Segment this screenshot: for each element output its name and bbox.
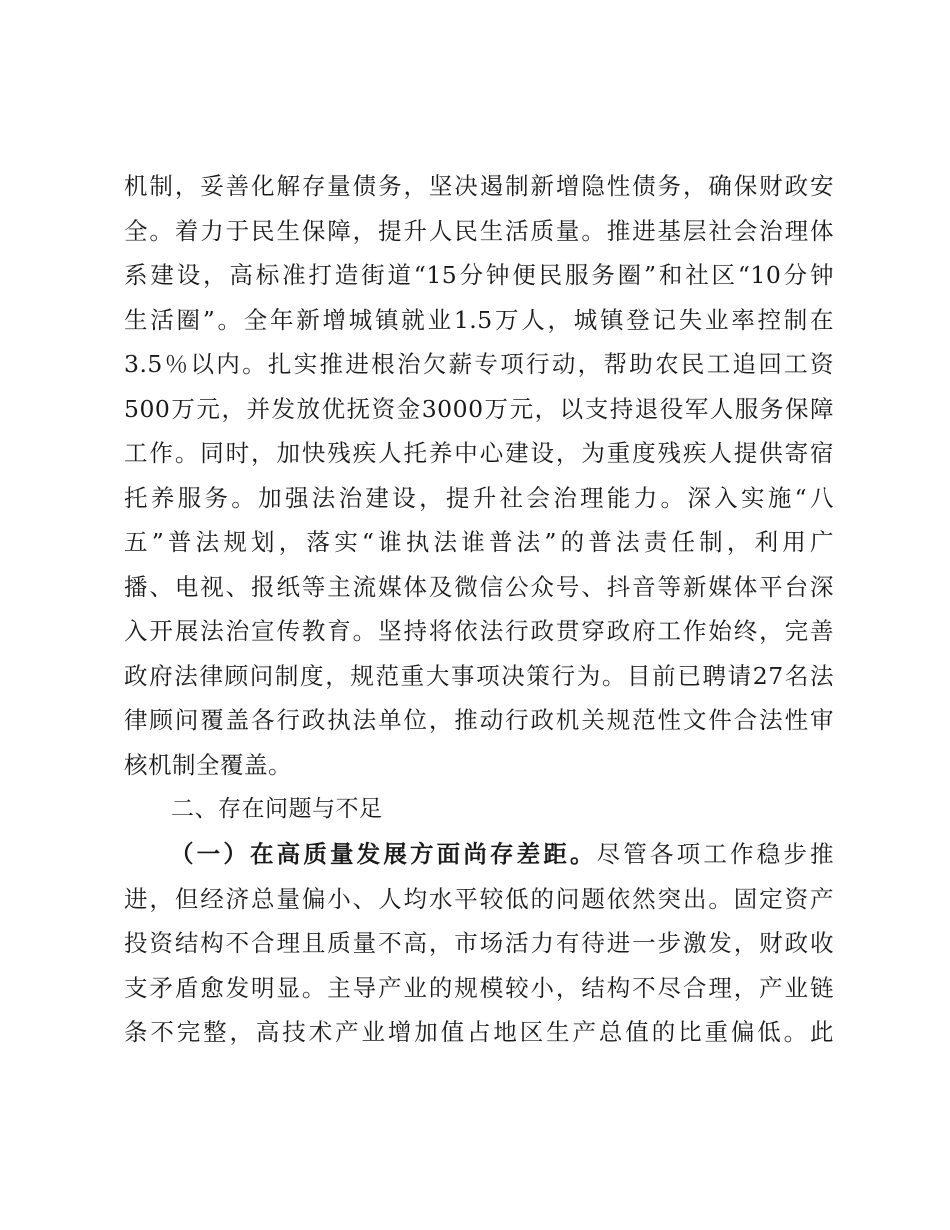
paragraph-line: 五”普法规划，落实“谁执法谁普法”的普法责任制，利用广	[124, 528, 834, 556]
paragraph-line: 入开展法治宣传教育。坚持将依法行政贯穿政府工作始终，完善	[124, 617, 834, 645]
paragraph-line: 投资结构不合理且质量不高，市场活力有待进一步激发，财政收	[124, 929, 834, 957]
paragraph-first-line	[124, 832, 834, 877]
paragraph-line: 生活圈”。全年新增城镇就业1.5万人，城镇登记失业率控制在	[124, 305, 834, 334]
paragraph-line: 政府法律顾问制度，规范重大事项决策行为。目前已聘请27名法	[124, 661, 834, 690]
paragraph-line: 核机制全覆盖。	[124, 750, 292, 779]
paragraph-line-rest: 尽管各项工作稳步推	[596, 840, 834, 868]
paragraph-line: 3.5％以内。扎实推进根治欠薪专项行动，帮助农民工追回工资	[124, 350, 834, 378]
paragraph-line: 全。着力于民生保障，提升人民生活质量。推进基层社会治理体	[124, 216, 834, 245]
subsection-lead: （一）在高质量发展方面尚存差距。	[170, 840, 597, 868]
paragraph-line: 播、电视、报纸等主流媒体及微信公众号、抖音等新媒体平台深	[124, 572, 834, 601]
paragraph-line: 支矛盾愈发明显。主导产业的规模较小，结构不尽合理，产业链	[124, 973, 834, 1002]
paragraph-line: 进，但经济总量偏小、人均水平较低的问题依然突出。固定资产	[124, 884, 834, 913]
paragraph-line: 条不完整，高技术产业增加值占地区生产总值的比重偏低。此	[124, 1018, 834, 1046]
section-heading: 二、存在问题与不足	[171, 796, 383, 822]
paragraph-line: 500万元，并发放优抚资金3000万元，以支持退役军人服务保障	[124, 394, 834, 423]
paragraph-line: 托养服务。加强法治建设，提升社会治理能力。深入实施“八	[124, 483, 834, 512]
paragraph-high-quality-development	[124, 832, 834, 1055]
paragraph-line: 工作。同时，加快残疾人托养中心建设，为重度残疾人提供寄宿	[124, 439, 834, 467]
paragraph-line: 系建设，高标准打造街道“15分钟便民服务圈”和社区“10分钟	[124, 261, 834, 289]
paragraph-livelihood-and-rule-of-law	[124, 164, 834, 787]
paragraph-line: 律顾问覆盖各行政执法单位，推动行政机关规范性文件合法性审	[124, 706, 834, 734]
paragraph-line: 机制，妥善化解存量债务，坚决遏制新增隐性债务，确保财政安	[124, 172, 834, 200]
